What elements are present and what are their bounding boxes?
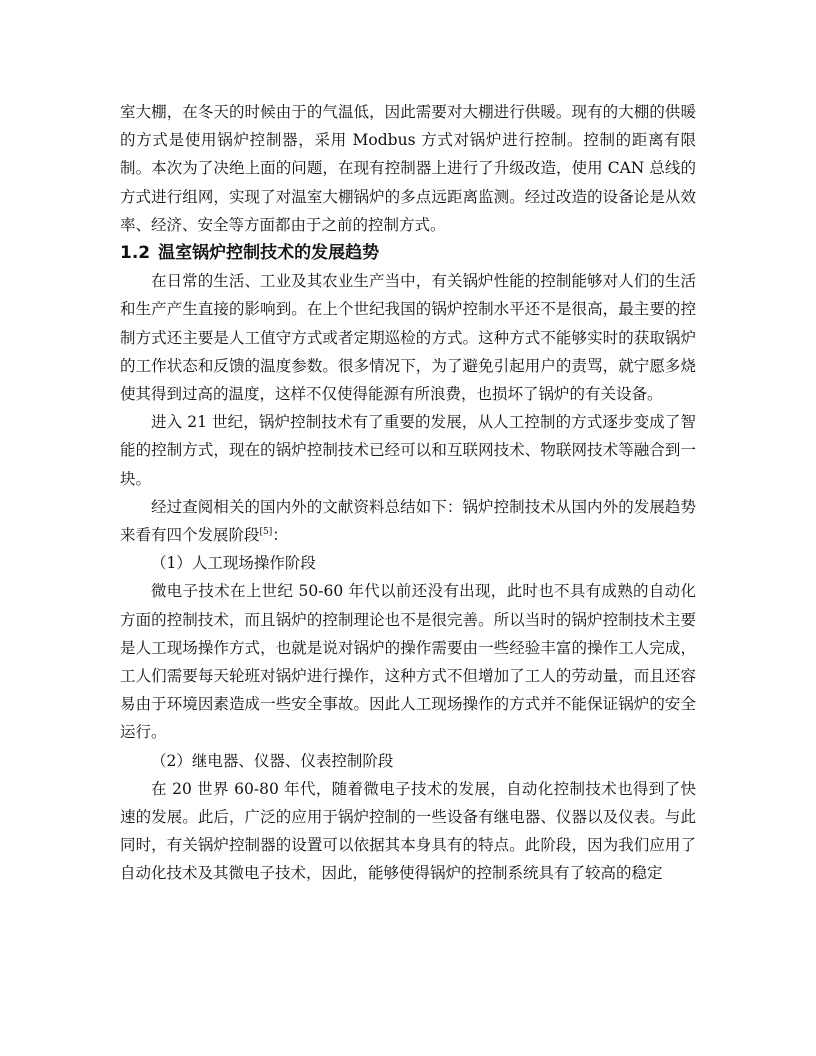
paragraph-literature-text: 经过查阅相关的国内外的文献资料总结如下：锅炉控制技术从国内外的发展趋势来看有四个发展阶段 (120, 497, 696, 545)
citation-ref: [5] (259, 526, 273, 537)
section-heading (120, 239, 696, 267)
paragraph-stage-2: 在 20 世界 60-80 年代，随着微电子技术的发展，自动化控制技术也得到了快速的发展。此后，广泛的应用于锅炉控制的一些设备有继电器、仪器以及仪表。与此同时，有关锅炉控制器的设置可以依据其本身具有的特点。此阶段，因为我们应用了自动化技术及其微电子技术，因此，能够使得锅炉的控制系统具有了较高的稳定 (120, 779, 696, 883)
list-item-stage-2: （2）继电器、仪器、仪表控制阶段 (151, 751, 394, 770)
paragraph-stage-1: 微电子技术在上世纪 50-60 年代以前还没有出现，此时也不具有成熟的自动化方面的控制技术，而且锅炉的控制理论也不是很完善。所以当时的锅炉控制技术主要是人工现场操作方式，也就是说对锅炉的操作需要由一些经验丰富的操作工人完成，工人们需要每天轮班对锅炉进行操作，这种方式不但增加了工人的劳动量，而且还容易由于环境因素造成一些安全事故。因此人工现场操作的方式并不能保证锅炉的安全运行。 (120, 582, 696, 742)
list-item-stage-1: （1）人工现场操作阶段 (151, 554, 316, 573)
section-number: 1.2 (120, 243, 151, 264)
document-page (120, 98, 696, 888)
paragraph-21st-century: 进入 21 世纪，锅炉控制技术有了重要的发展，从人工控制的方式逐步变成了智能的控制方式，现在的锅炉控制技术已经可以和互联网技术、物联网技术等融合到一块。 (120, 413, 696, 488)
paragraph-literature-summary (120, 493, 696, 549)
paragraph-daily-life: 在日常的生活、工业及其农业生产当中，有关锅炉性能的控制能够对人们的生活和生产产生直接的影响到。在上个世纪我国的锅炉控制水平还不是很高，最主要的控制方式还主要是人工值守方式或者定期巡检的方式。这种方式不能够实时的获取锅炉的工作状态和反馈的温度参数。很多情况下，为了避免引起用户的责骂，就宁愿多烧使其得到过高的温度，这样不仅使得能源有所浪费，也损坏了锅炉的有关设备。 (120, 272, 696, 404)
section-title: 温室锅炉控制技术的发展趋势 (158, 243, 380, 264)
paragraph-intro-continued: 室大棚，在冬天的时候由于的气温低，因此需要对大棚进行供暖。现有的大棚的供暖的方式是使用锅炉控制器，采用 Modbus 方式对锅炉进行控制。控制的距离有限制。本次为了决绝上面的问题，在现有控制器上进行了升级改造，使用 CAN 总线的方式进行组网，实现了对温室大棚锅炉的多点远距离监测。经过改造的设备论是从效率、经济、安全等方面都由于之前的控制方式。 (120, 103, 696, 234)
paragraph-literature-end: ： (272, 526, 288, 545)
